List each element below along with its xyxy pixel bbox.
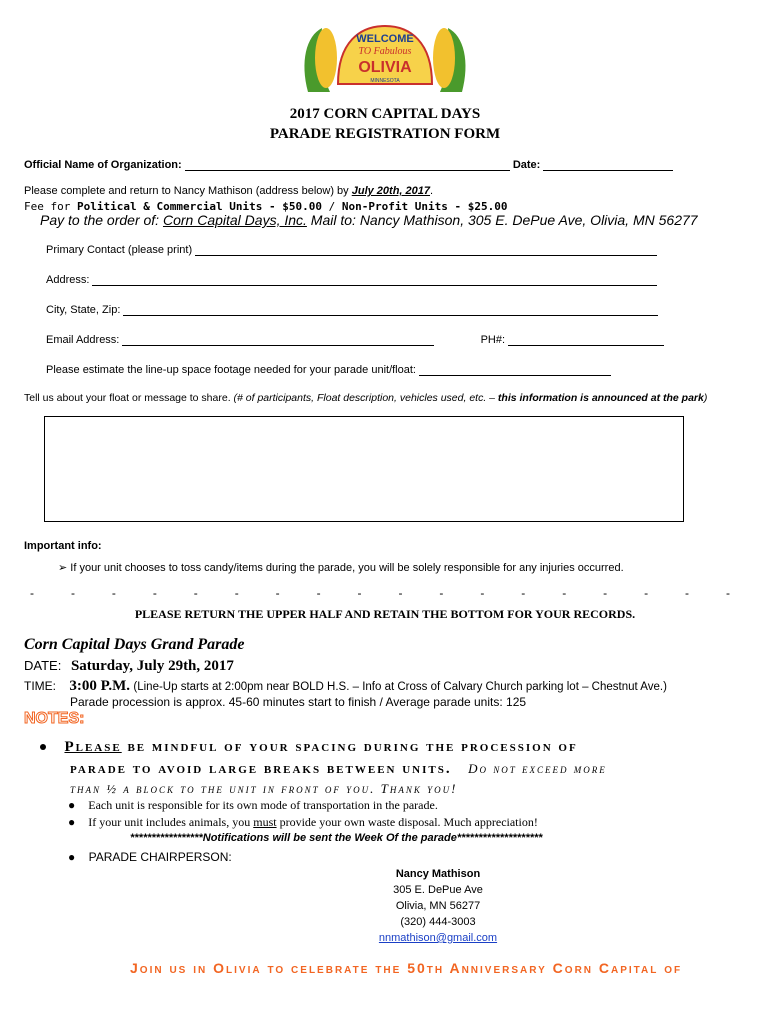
parade-date-row: DATE: Saturday, July 29th, 2017 [24,658,234,674]
address-row: Address: [46,273,657,286]
contact-street: 305 E. DePue Ave [393,884,483,896]
corn-right-icon [433,28,466,92]
notifications-note: *****************Notifications will be sent the Week Of the parade******************** [130,832,543,844]
email-row: Email Address: PH#: [46,333,664,346]
footage-row: Please estimate the line-up space footage needed for your parade unit/float: [46,363,611,376]
arrow-bullet-icon: ➢ [58,562,68,574]
spacing-note-line3: than ½ a block to the unit in front of you. Thank you! [70,781,458,796]
parade-date: Saturday, July 29th, 2017 [70,658,234,674]
city-field[interactable] [123,303,658,316]
email-field[interactable] [122,333,434,346]
org-name-row [24,158,673,171]
pay-to-line: Pay to the order of: Corn Capital Days, Inc. Mail to: Nancy Mathison, 305 E. DePue Ave, Olivia, MN 56277 [40,212,698,228]
tell-us-line: Tell us about your float or message to share. (# of participants, Float description, vehicles used, etc. – this information is announced at the park) [24,392,708,404]
note-animals: ● If your unit includes animals, you must provide your own waste disposal. Much appreciation! [68,815,538,829]
date-field[interactable] [543,158,673,171]
corn-left-icon [304,28,337,92]
bullet-icon [40,744,46,750]
contact-city: Olivia, MN 56277 [395,900,481,912]
cut-line: - - - - - - - - - - - - - - - - - - [30,586,730,600]
footage-field[interactable] [419,363,611,376]
fee-political: Political & Commercial Units - $50.00 [76,200,323,213]
note-transport: ● Each unit is responsible for its own mode of transportation in the parade. [68,798,438,812]
primary-contact-row: Primary Contact (please print) [46,243,657,256]
return-note: PLEASE RETURN THE UPPER HALF AND RETAIN THE BOTTOM FOR YOUR RECORDS. [134,607,636,621]
important-item: ➢ If your unit chooses to toss candy/items during the parade, you will be solely responsible for any injuries occurred. [58,562,624,574]
procession-note: Parade procession is approx. 45-60 minutes start to finish / Average parade units: 125 [70,695,527,709]
deadline: July 20th, 2017 [351,185,431,197]
bullet-icon: ● [68,850,76,864]
notes-heading: NOTES: [24,710,85,727]
form-title-line2: PARADE REGISTRATION FORM [269,126,501,142]
bullet-icon: ● [68,815,76,829]
payee: Corn Capital Days, Inc. [162,212,307,228]
fee-nonprofit: Non-Profit Units - $25.00 [341,200,508,213]
important-heading: Important info: [24,540,102,552]
svg-text:MINNESOTA: MINNESOTA [370,78,400,84]
float-description-textarea[interactable] [44,416,684,522]
svg-text:OLIVIA: OLIVIA [358,59,412,76]
contact-name: Nancy Mathison [395,868,481,880]
contact-email-link[interactable]: nnmathison@gmail.com [378,932,498,944]
primary-contact-field[interactable] [195,243,657,256]
address-field[interactable] [92,273,657,286]
phone-field[interactable] [508,333,664,346]
org-name-field[interactable] [185,158,510,171]
org-name-label: Official Name of Organization: [24,159,182,171]
parade-time: 3:00 P.M. [69,678,131,694]
svg-text:WELCOME: WELCOME [356,33,414,45]
form-title-line1: 2017 CORN CAPITAL DAYS [289,106,481,122]
chairperson-row: ● PARADE CHAIRPERSON: [68,850,232,864]
contact-block [0,866,770,946]
bullet-icon: ● [68,798,76,812]
footer-banner: Join us in Olivia to celebrate the 50th Anniversary Corn Capital of [130,960,683,974]
spacing-note-line2: parade to avoid large breaks between units. Do not exceed more [70,761,607,777]
olivia-welcome-logo [300,22,470,98]
spacing-note: Please be mindful of your spacing during the procession of [40,738,578,756]
fee-line: Fee for Political & Commercial Units - $50.00 / Non-Profit Units - $25.00 [24,200,508,213]
date-label: Date: [512,159,541,171]
svg-text:TO Fabulous: TO Fabulous [358,46,412,57]
return-instructions: Please complete and return to Nancy Mathison (address below) by July 20th, 2017. [24,185,434,197]
parade-time-row: TIME: 3:00 P.M. (Line-Up starts at 2:00pm near BOLD H.S. – Info at Cross of Calvary Church parking lot – Chestnut Ave.) [24,678,667,694]
city-row: City, State, Zip: [46,303,658,316]
contact-phone: (320) 444-3003 [400,916,476,928]
parade-heading: Corn Capital Days Grand Parade [24,636,245,653]
